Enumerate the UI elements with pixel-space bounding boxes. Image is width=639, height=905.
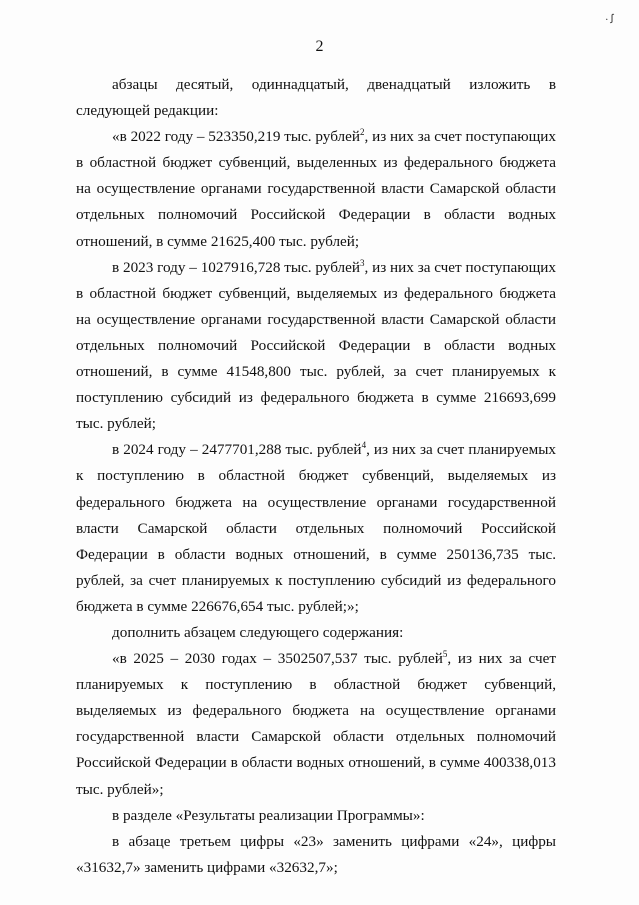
corner-mark: ·ꭍ — [604, 12, 615, 26]
paragraph-2022-lead: «в 2022 году – 523350,219 тыс. рублей — [112, 128, 360, 146]
paragraph-amend-intro: абзацы десятый, одиннадцатый, двенадцатый изложить в следующей редакции: — [76, 76, 556, 120]
paragraph-2023-lead: в 2023 году – 1027916,728 тыс. рублей — [112, 258, 360, 276]
paragraph-2023-rest: , из них за счет поступающих в областной бюджет субвенций, выделяемых из федерального бюджета на осуществление органами государственной власти Самарской области отдельных полномочий Российской Федерации в области водных отношений, в сумме 41548,800 тыс. рублей, за счет планируемых к поступлению субсидий из федерального бюджета в сумме 216693,699 тыс. рублей; — [76, 258, 556, 433]
paragraph-2025-lead: «в 2025 – 2030 годах – 3502507,537 тыс. рублей — [112, 650, 443, 668]
paragraph-add-intro: дополнить абзацем следующего содержания: — [112, 623, 404, 641]
footnote-ref-4: 4 — [361, 440, 367, 451]
paragraph-2022-funding — [76, 124, 556, 254]
paragraph-2024-rest: , из них за счет планируемых к поступлению в областной бюджет субвенций, выделяемых из федерального бюджета на осуществление органами государственной власти Самарской области отдельных полномочий Российской Федерации в области водных отношений, в сумме 250136,735 тыс. рублей, за счет планируемых к поступлению субсидий из федерального бюджета в сумме 226676,654 тыс. рублей;»; — [76, 441, 556, 615]
paragraph-2025-2030-funding — [76, 646, 556, 803]
paragraph-2024-lead: в 2024 году – 2477701,288 тыс. рублей — [112, 441, 362, 459]
paragraph-2023-funding — [76, 255, 556, 438]
document-body — [76, 72, 556, 881]
footnote-ref-3: 3 — [360, 257, 365, 268]
footnote-ref-2: 2 — [360, 127, 365, 138]
paragraph-third-abzac: в абзаце третьем цифры «23» заменить цифрами «24», цифры «31632,7» заменить цифрами «32632,7»; — [76, 832, 556, 876]
footnote-ref-5: 5 — [442, 649, 448, 659]
paragraph-2022-rest: , из них за счет поступающих в областной бюджет субвенций, выделенных из федерального бюджета на осуществление органами государственной власти Самарской области отдельных полномочий Российской Федерации в области водных отношений, в сумме 21625,400 тыс. рублей; — [76, 128, 556, 250]
paragraph-2024-funding — [76, 437, 556, 620]
page-number: 2 — [315, 38, 324, 55]
paragraph-results-section: в разделе «Результаты реализации Программы»: — [112, 806, 425, 824]
paragraph-2025-rest: , из них за счет планируемых к поступлению в областной бюджет субвенций, выделяемых из федерального бюджета на осуществление органами государственной власти Самарской области отдельных полномочий Российской Федерации в области водных отношений, в сумме 400338,013 тыс. рублей»; — [76, 650, 556, 798]
